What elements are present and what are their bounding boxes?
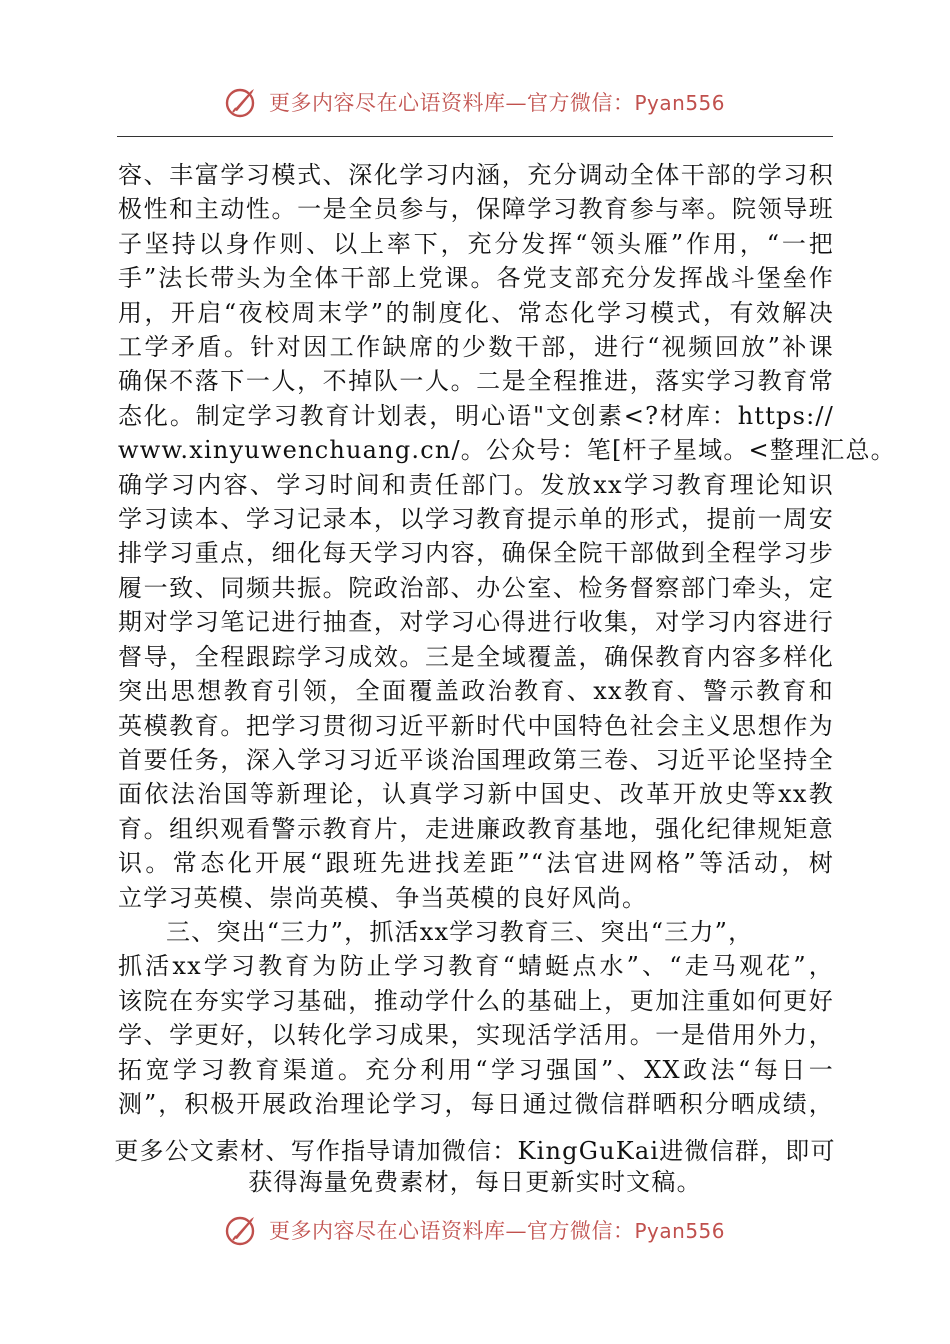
body-line: 工学矛盾。针对因工作缺席的少数干部，进行“视频回放”补课 — [118, 333, 834, 362]
body-line: 面依法治国等新理论，认真学习新中国史、改革开放史等xx教 — [118, 780, 834, 809]
promo-note-line-1: 更多公文素材、写作指导请加微信：KingGuKai进微信群，即可 — [114, 1137, 836, 1165]
header-banner-text: 更多内容尽在心语资料库—官方微信： — [268, 91, 635, 115]
promo-note-line-2: 获得海量免费素材，每日更新实时文稿。 — [248, 1168, 702, 1196]
body-line: 期对学习笔记进行抽查，对学习心得进行收集，对学习内容进行 — [118, 608, 834, 637]
footer-banner-wechat-id: Pyan556 — [634, 1219, 725, 1243]
header-divider — [117, 136, 833, 137]
body-line: 手”法长带头为全体干部上党课。各党支部充分发挥战斗堡垒作 — [118, 264, 834, 293]
body-line: 学习读本、学习记录本，以学习教育提示单的形式，提前一周安 — [118, 505, 834, 534]
body-line: 极性和主动性。一是全员参与，保障学习教育参与率。院领导班 — [118, 195, 834, 224]
body-line: 英模教育。把学习贯彻习近平新时代中国特色社会主义思想作为 — [118, 711, 834, 740]
body-text — [118, 158, 896, 1121]
body-line: 容、丰富学习模式、深化学习内涵，充分调动全体干部的学习积 — [118, 161, 834, 189]
header-banner — [0, 82, 950, 122]
body-line: 确保不落下一人，不掉队一人。二是全程推进，落实学习教育常 — [118, 367, 834, 396]
body-line: 拓宽学习教育渠道。充分利用“学习强国”、XX政法“每日一 — [118, 1055, 834, 1084]
body-line: 子坚持以身作则、以上率下，充分发挥“领头雁”作用，“一把 — [118, 229, 834, 258]
footer-banner — [0, 1210, 950, 1250]
body-line: 立学习英模、崇尚英模、争当英模的良好风尚。 — [118, 883, 648, 912]
body-line: 识。常态化开展“跟班先进找差距”“法官进网格”等活动，树 — [118, 849, 834, 878]
section-heading-line: 三、突出“三力”，抓活xx学习教育三、突出“三力”， — [166, 917, 754, 946]
body-line-url: www.xinyuwenchuang.cn/。公众号：笔[杆子星域。<整理汇总。 — [118, 436, 896, 465]
body-line: 育。组织观看警示教育片，走进廉政教育基地，强化纪律规矩意 — [118, 814, 834, 843]
body-line: 抓活xx学习教育为防止学习教育“蜻蜓点水”、“走马观花”， — [118, 952, 834, 981]
footer-banner-text: 更多内容尽在心语资料库—官方微信： — [268, 1219, 635, 1243]
quill-logo-icon — [225, 1213, 259, 1247]
promo-note — [100, 1136, 850, 1198]
body-line: 测”，积极开展政治理论学习，每日通过微信群晒积分晒成绩， — [118, 1089, 834, 1118]
header-banner-wechat-id: Pyan556 — [634, 91, 725, 115]
body-line: 突出思想教育引领，全面覆盖政治教育、xx教育、警示教育和 — [118, 677, 834, 706]
body-line: 该院在夯实学习基础，推动学什么的基础上，更加注重如何更好 — [118, 986, 834, 1015]
body-line: 排学习重点，细化每天学习内容，确保全院干部做到全程学习步 — [118, 539, 834, 568]
body-line: 确学习内容、学习时间和责任部门。发放xx学习教育理论知识 — [118, 470, 834, 499]
body-line: 态化。制定学习教育计划表，明心语"文创素<?材库：https:// — [118, 401, 834, 430]
quill-logo-icon — [225, 85, 259, 119]
body-line: 首要任务，深入学习习近平谈治国理政第三卷、习近平论坚持全 — [118, 745, 834, 774]
body-line: 用，开启“夜校周末学”的制度化、常态化学习模式，有效解决 — [118, 298, 834, 327]
body-line: 学、学更好，以转化学习成果，实现活学活用。一是借用外力， — [118, 1021, 834, 1050]
body-line: 督导，全程跟踪学习成效。三是全域覆盖，确保教育内容多样化 — [118, 642, 834, 671]
body-line: 履一致、同频共振。院政治部、办公室、检务督察部门牵头，定 — [118, 573, 834, 602]
